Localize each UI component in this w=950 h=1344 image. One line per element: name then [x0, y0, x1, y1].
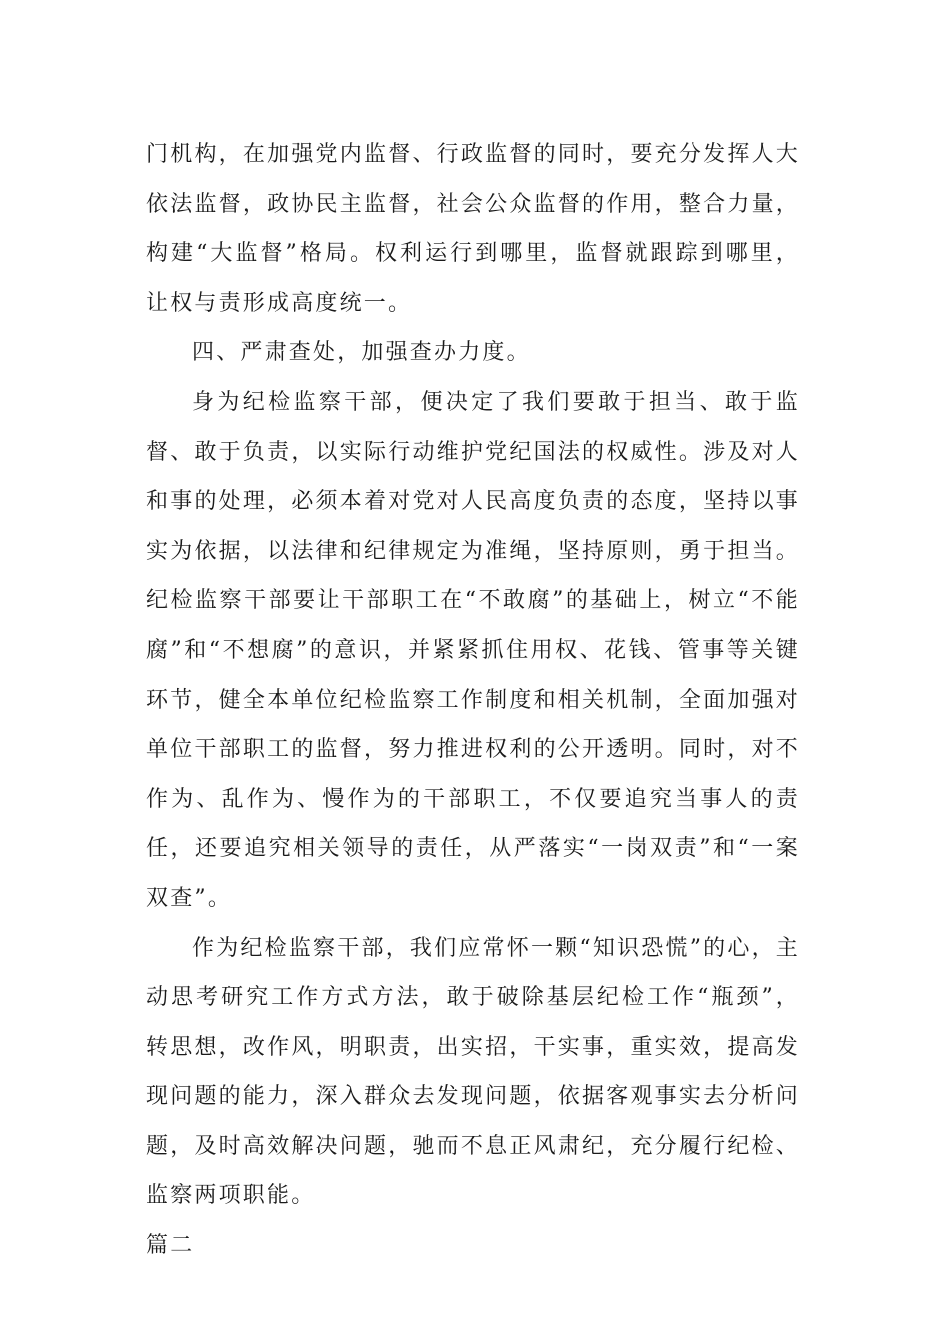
- paragraph-continued: 门机构，在加强党内监督、行政监督的同时，要充分发挥人大依法监督，政协民主监督，社会公众监督的作用，整合力量，构建“大监督”格局。权利运行到哪里，监督就跟踪到哪里，让权与责形成高度统一。: [146, 142, 800, 316]
- section-heading-four: 四、严肃查处，加强查办力度。: [192, 340, 531, 366]
- document-body: [146, 130, 800, 1271]
- section-label: 篇二: [146, 1233, 195, 1259]
- paragraph-body: 作为纪检监察干部，我们应常怀一颗“知识恐慌”的心，主动思考研究工作方式方法，敢于破除基层纪检工作“瓶颈”，转思想，改作风，明职责，出实招，干实事，重实效，提高发现问题的能力，深入群众去发现问题，依据客观事实去分析问题，及时高效解决问题，驰而不息正风肃纪，充分履行纪检、监察两项职能。: [146, 935, 800, 1209]
- paragraph-body: 身为纪检监察干部，便决定了我们要敢于担当、敢于监督、敢于负责，以实际行动维护党纪国法的权威性。涉及对人和事的处理，必须本着对党对人民高度负责的态度，坚持以事实为依据，以法律和纪律规定为准绳，坚持原则，勇于担当。纪检监察干部要让干部职工在“不敢腐”的基础上，树立“不能腐”和“不想腐”的意识，并紧紧抓住用权、花钱、管事等关键环节，健全本单位纪检监察工作制度和相关机制，全面加强对单位干部职工的监督，努力推进权利的公开透明。同时，对不作为、乱作为、慢作为的干部职工，不仅要追究当事人的责任，还要追究相关领导的责任，从严落实“一岗双责”和“一案双查”。: [146, 389, 800, 911]
